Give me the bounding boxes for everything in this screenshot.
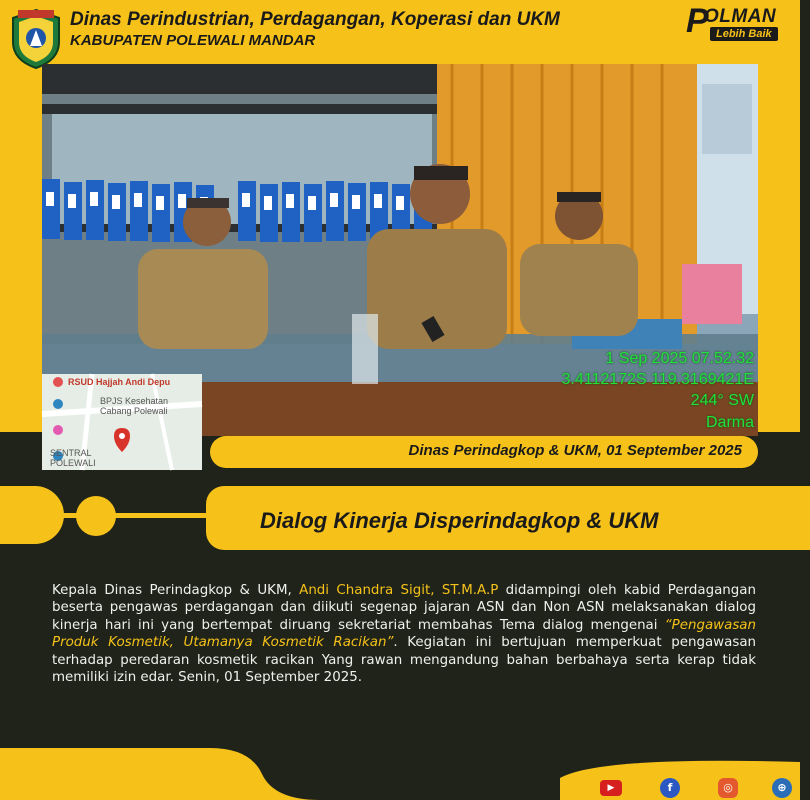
youtube-icon[interactable]: ▶ xyxy=(600,780,622,796)
body-official-name: Andi Chandra Sigit, ST.M.A.P xyxy=(299,583,499,598)
decor-line xyxy=(40,513,220,518)
header xyxy=(0,0,800,62)
body-end: . Kegiatan ini bertujuan memperkuat pengawasan terhadap peredaran kosmetik racikan Yang rawan mengandung bahan berbahaya serta kerap tidak memiliki izin edar. Senin, 01 September 2025. xyxy=(52,635,757,686)
instagram-icon[interactable]: ◎ xyxy=(718,778,738,798)
article-body xyxy=(52,582,756,686)
body-middle: didampingi oleh kabid Perdagangan beserta pengawas perdagangan dan diikuti segenap jajaran ASN dan Non ASN melaksanakan dialog kinerja hari ini yang bertempat diruang sekretariat membahas Tema dialog mengenai xyxy=(52,583,756,633)
title-bar xyxy=(206,486,810,550)
gps-map-thumbnail xyxy=(42,374,202,470)
map-label-hospital: RSUD Hajjah Andi Depu xyxy=(68,377,171,387)
bottom-decor-wave xyxy=(0,748,800,800)
decor-left-pill xyxy=(0,486,64,544)
caption-bar xyxy=(210,436,758,468)
org-name-line2: KABUPATEN POLEWALI MANDAR xyxy=(70,32,316,49)
org-name-line1: Dinas Perindustrian, Perdagangan, Koperasi dan UKM xyxy=(70,9,560,30)
polman-name: OLMAN xyxy=(704,6,777,27)
web-icon[interactable]: ⊕ xyxy=(772,778,792,798)
body-intro: Kepala Dinas Perindagkop & UKM, xyxy=(52,583,300,598)
caption-date: Dinas Perindagkop & UKM, 01 September 2025 xyxy=(408,442,742,459)
camera-coordinates: 3.4112172S 119.3169421E xyxy=(561,371,754,388)
polewali-mandar-logo xyxy=(10,8,62,70)
camera-direction: 244° SW xyxy=(690,392,754,409)
map-label-bpjs: BPJS Kesehatan Cabang Polewali xyxy=(100,396,169,416)
polman-brand-logo xyxy=(686,2,794,46)
camera-timestamp: 1 Sep 2025 07.52.32 xyxy=(605,350,754,367)
decor-circle xyxy=(76,496,116,536)
polman-initial: P xyxy=(686,2,709,40)
body-theme: “Pengawasan Produk Kosmetik, Utamanya Kosmetik Racikan” xyxy=(52,617,756,651)
map-label-sentral: SENTRAL POLEWALI xyxy=(50,448,96,468)
facebook-icon[interactable]: f xyxy=(660,778,680,798)
camera-place: Darma xyxy=(705,414,754,431)
article-title: Dialog Kinerja Disperindagkop & UKM xyxy=(260,508,659,533)
polman-tagline: Lebih Baik xyxy=(710,27,778,41)
